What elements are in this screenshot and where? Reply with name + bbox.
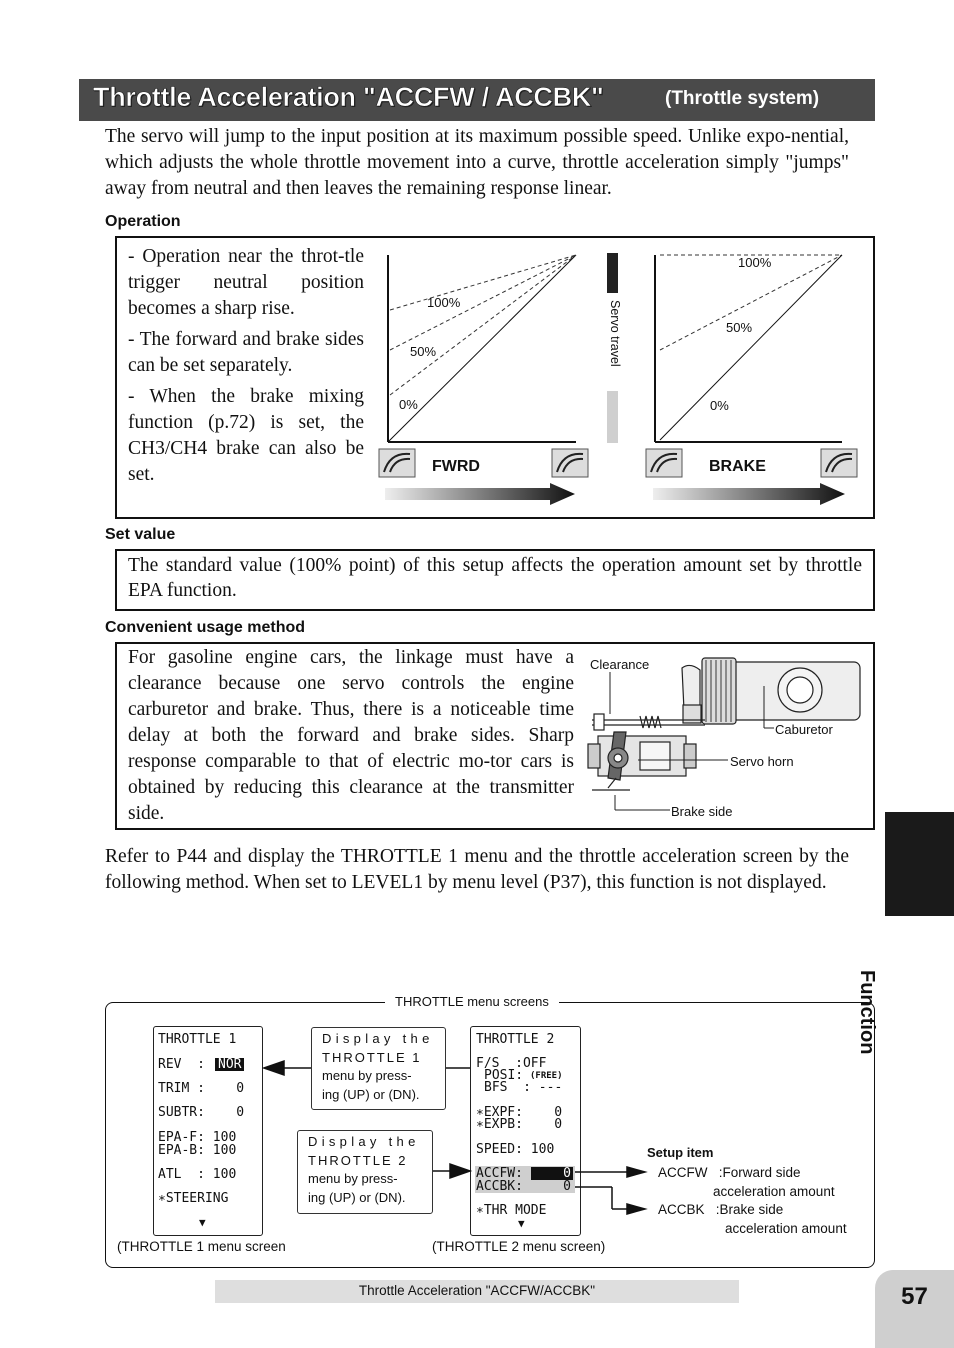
servo-travel-label: Servo travel bbox=[608, 300, 622, 367]
setup-accfw-desc: acceleration amount bbox=[713, 1184, 835, 1199]
menu-arrows bbox=[262, 1050, 672, 1220]
menu-frame-title: THROTTLE menu screens bbox=[385, 994, 559, 1009]
operation-bullets bbox=[128, 244, 364, 488]
lcd2-line: ∗THR MODE bbox=[476, 1203, 547, 1218]
setup-accfw: ACCFW :Forward side bbox=[658, 1165, 801, 1180]
lcd1-line: EPA-B: 100 bbox=[158, 1143, 237, 1158]
callout1-line: THROTTLE 1 bbox=[322, 1049, 422, 1065]
fwrd-label-100: 100% bbox=[427, 295, 461, 310]
servo-horn-label: Servo horn bbox=[730, 754, 794, 769]
callout1-line: ing (UP) or (DN). bbox=[322, 1086, 420, 1102]
set-value-text: The standard value (100% point) of this setup affects the operation amount set by throttle EPA function. bbox=[128, 555, 862, 601]
intro-paragraph: The servo will jump to the input position at its maximum possible speed. Unlike expo-nential, which adjusts the whole throttle movement into a curve, throttle acceleration simply "jumps" away from neutral and then leaves the remaining response linear. bbox=[105, 126, 849, 199]
clearance-label: Clearance bbox=[590, 657, 650, 672]
lcd1-line: ∗STEERING bbox=[158, 1191, 229, 1206]
lcd2-accfw-value: 0 bbox=[531, 1167, 573, 1180]
brake-graph bbox=[655, 255, 842, 442]
convenient-heading: Convenient usage method bbox=[105, 619, 306, 636]
page-title: Throttle Acceleration "ACCFW / ACCBK" bbox=[93, 82, 604, 112]
brake-side-label: Brake side bbox=[671, 804, 733, 819]
callout2-line: menu by press- bbox=[308, 1171, 398, 1186]
brake-label-50: 50% bbox=[726, 320, 753, 335]
brake-label-100: 100% bbox=[738, 255, 772, 270]
setup-accbk-desc: acceleration amount bbox=[725, 1221, 847, 1236]
lcd2-line: ∗EXPF: 0 bbox=[476, 1105, 563, 1120]
fwrd-label-0: 0% bbox=[399, 397, 418, 412]
lcd1-line: SUBTR: 0 bbox=[158, 1105, 245, 1120]
caburetor-label: Caburetor bbox=[775, 722, 833, 737]
lcd1-line: REV : bbox=[158, 1057, 205, 1072]
operation-bullet: - When the brake mixing function (p.72) is set, the CH3/CH4 brake can also be set. bbox=[128, 386, 364, 485]
lcd1-rev-value: NOR bbox=[215, 1058, 244, 1071]
callout1-line: Display the bbox=[322, 1031, 434, 1046]
lcd2-line: ∗EXPB: 0 bbox=[476, 1117, 563, 1132]
lcd1-line: ATL : 100 bbox=[158, 1167, 237, 1182]
lcd1-scroll-icon: ▼ bbox=[199, 1216, 206, 1229]
page-number: 57 bbox=[901, 1283, 928, 1310]
fwrd-label: FWRD bbox=[432, 458, 480, 475]
lcd2-accbk: ACCBK: bbox=[476, 1179, 523, 1194]
setup-heading: Setup item bbox=[647, 1145, 714, 1160]
convenient-text: For gasoline engine cars, the linkage must have a clearance because one servo controls the engine carburetor and brake. Thus, there is a noticeable time delay at both the forward and brake sides. Sharp response comparable to that of electric mo-tor cars is obtained by reducing this clearance at the transmitter side. bbox=[128, 647, 574, 824]
callout2-line: Display the bbox=[308, 1134, 420, 1149]
lcd2-scroll-icon: ▼ bbox=[518, 1217, 525, 1230]
lcd1-line: EPA-F: 100 bbox=[158, 1130, 237, 1145]
throttle2-caption: (THROTTLE 2 menu screen) bbox=[432, 1239, 606, 1254]
operation-bullet: - Operation near the throt-tle trigger neutral position becomes a sharp rise. bbox=[128, 246, 364, 319]
lcd2-line: THROTTLE 2 bbox=[476, 1032, 555, 1047]
brake-label-0: 0% bbox=[710, 398, 729, 413]
side-tab-label: Function bbox=[856, 970, 878, 1055]
fwrd-label-50: 50% bbox=[410, 344, 437, 359]
lcd2-accfw: ACCFW: bbox=[476, 1166, 523, 1181]
lcd2-line: F/S :OFF bbox=[476, 1056, 547, 1071]
lcd2-line: BFS : --- bbox=[484, 1080, 563, 1095]
lcd2-accbk-value: 0 bbox=[563, 1179, 571, 1194]
side-tab bbox=[885, 812, 954, 916]
lcd2-line: POSI: bbox=[484, 1068, 524, 1083]
callout2-line: ing (UP) or (DN). bbox=[308, 1189, 406, 1205]
brake-label: BRAKE bbox=[709, 458, 766, 475]
direction-arrows bbox=[385, 483, 845, 505]
operation-heading: Operation bbox=[105, 213, 181, 230]
set-value-heading: Set value bbox=[105, 526, 176, 543]
lcd2-line: SPEED: 100 bbox=[476, 1142, 555, 1157]
callout1-line: menu by press- bbox=[322, 1068, 412, 1083]
refer-paragraph: Refer to P44 and display the THROTTLE 1 menu and the throttle acceleration screen by the following method. When set to LEVEL1 by menu level (P37), this function is not displayed. bbox=[105, 846, 849, 893]
page-subtitle: (Throttle system) bbox=[665, 88, 820, 109]
lcd1-line: THROTTLE 1 bbox=[158, 1032, 237, 1047]
throttle1-caption: (THROTTLE 1 menu screen bbox=[117, 1239, 286, 1254]
setup-accbk: ACCBK :Brake side bbox=[658, 1202, 784, 1217]
lcd2-free: (FREE) bbox=[530, 1071, 563, 1081]
footer-text: Throttle Acceleration "ACCFW/ACCBK" bbox=[358, 1283, 596, 1298]
callout2-line: THROTTLE 2 bbox=[308, 1152, 408, 1168]
lcd1-line: TRIM : 0 bbox=[158, 1081, 245, 1096]
linkage-illustration bbox=[580, 650, 870, 825]
operation-bullet: - The forward and brake sides can be set separately. bbox=[128, 329, 364, 376]
